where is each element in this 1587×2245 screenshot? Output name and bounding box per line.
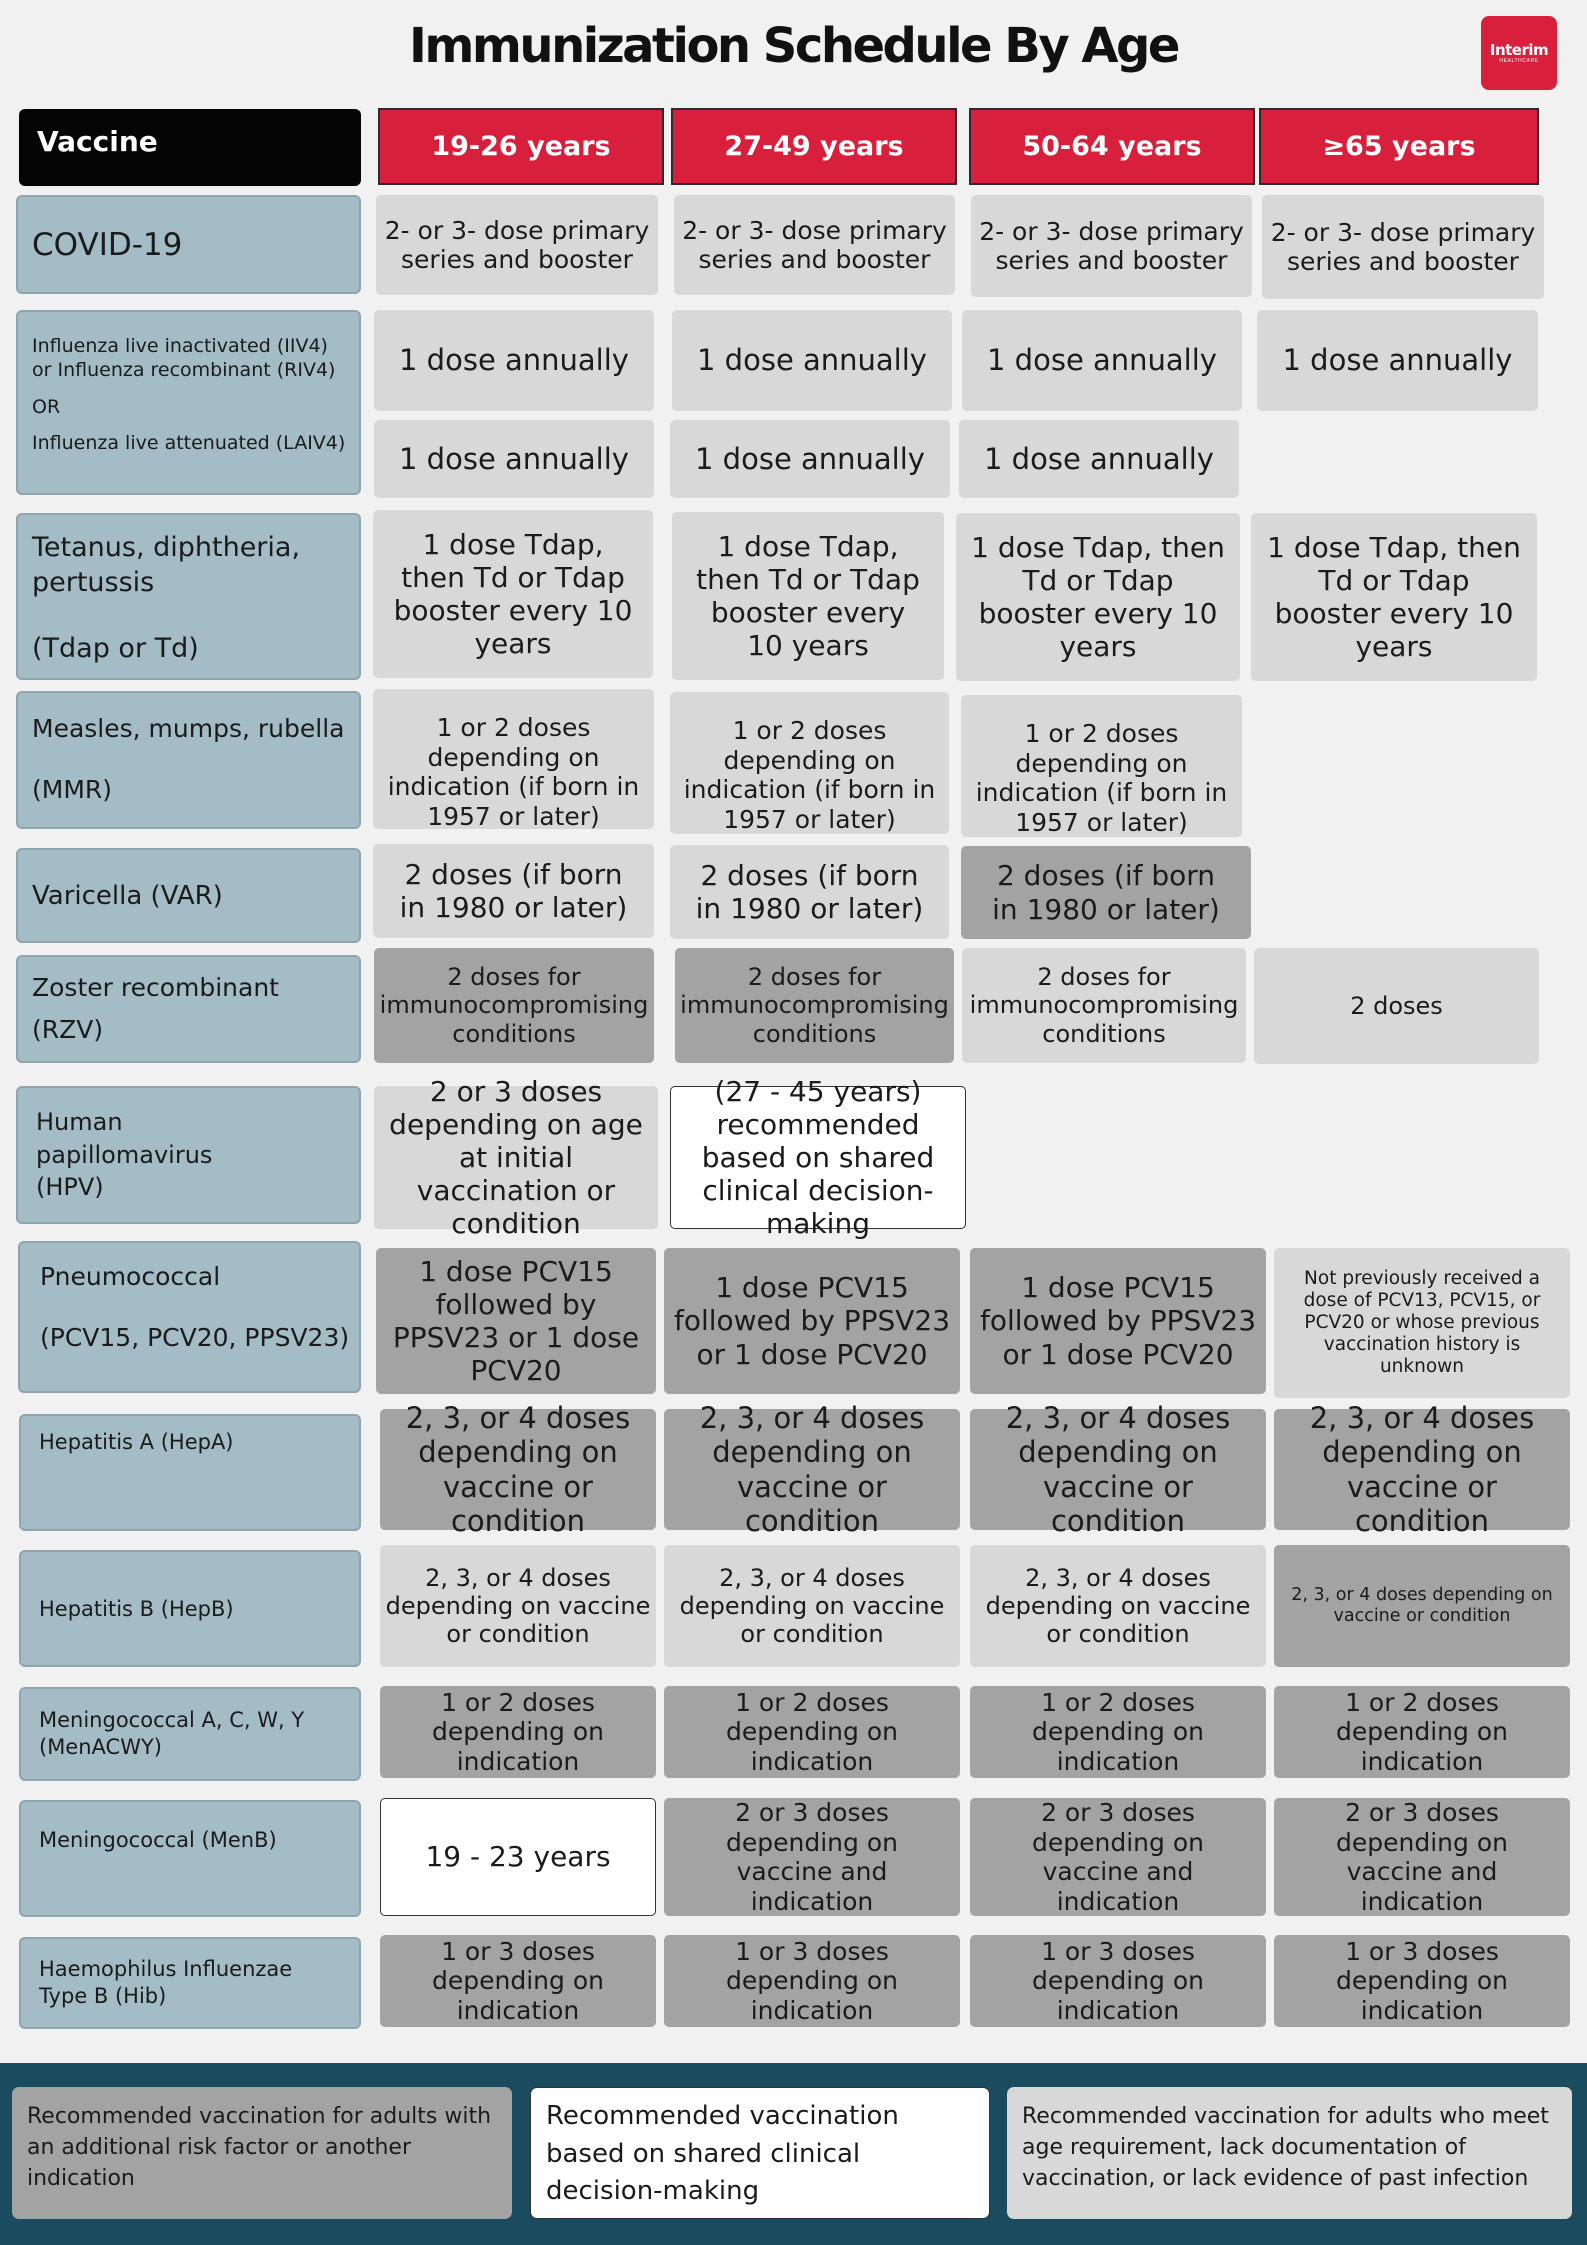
- cell-hepa-27-49: 2, 3, or 4 doses depending on vaccine or condition: [664, 1409, 960, 1530]
- vaccine-label-mmr: [16, 691, 361, 829]
- cell-tdap-65-plus: 1 dose Tdap, then Td or Tdap booster every 10 years: [1251, 513, 1537, 681]
- cell-hib-65-plus: 1 or 3 doses depending on indication: [1274, 1935, 1570, 2027]
- age-header-19-26: 19-26 years: [378, 108, 664, 185]
- cell-var-27-49: 2 doses (if born in 1980 or later): [670, 845, 949, 939]
- cell-covid-65-plus: 2- or 3- dose primary series and booster: [1262, 195, 1544, 299]
- cell-zoster-65-plus: 2 doses: [1254, 948, 1539, 1064]
- vaccine-label-varicella: Varicella (VAR): [16, 848, 361, 943]
- tdap-abbreviation: (Tdap or Td): [32, 633, 199, 665]
- cell-hib-19-26: 1 or 3 doses depending on indication: [380, 1935, 656, 2027]
- cell-flu-inactivated-19-26: 1 dose annually: [374, 310, 654, 411]
- cell-covid-27-49: 2- or 3- dose primary series and booster: [674, 195, 955, 295]
- cell-hepa-50-64: 2, 3, or 4 doses depending on vaccine or condition: [970, 1409, 1266, 1530]
- cell-hepa-65-plus: 2, 3, or 4 doses depending on vaccine or condition: [1274, 1409, 1570, 1530]
- page-title: Immunization Schedule By Age: [409, 18, 1178, 74]
- cell-covid-50-64: 2- or 3- dose primary series and booster: [971, 195, 1252, 297]
- influenza-inactivated-label: Influenza live inactivated (IIV4) or Influenza recombinant (RIV4): [32, 335, 336, 382]
- vaccine-label-menb: Meningococcal (MenB): [19, 1800, 361, 1917]
- cell-pneumo-19-26: 1 dose PCV15 followed by PPSV23 or 1 dose PCV20: [376, 1248, 656, 1394]
- vaccine-column-header: Vaccine: [19, 109, 361, 186]
- cell-menacwy-65-plus: 1 or 2 doses depending on indication: [1274, 1686, 1570, 1778]
- cell-menacwy-50-64: 1 or 2 doses depending on indication: [970, 1686, 1266, 1778]
- cell-hib-50-64: 1 or 3 doses depending on indication: [970, 1935, 1266, 2027]
- vaccine-label-hepb: Hepatitis B (HepB): [19, 1550, 361, 1667]
- legend-shared-decision: Recommended vaccination based on shared clinical decision-making: [530, 2087, 990, 2219]
- zoster-abbreviation: (RZV): [32, 1015, 104, 1044]
- cell-mmr-50-64: 1 or 2 doses depending on indication (if born in 1957 or later): [961, 695, 1242, 837]
- cell-flu-attenuated-27-49: 1 dose annually: [670, 420, 950, 498]
- logo-subtext: HEALTHCARE: [1499, 57, 1539, 64]
- cell-flu-attenuated-50-64: 1 dose annually: [959, 420, 1239, 498]
- cell-flu-inactivated-27-49: 1 dose annually: [672, 310, 952, 411]
- age-header-27-49: 27-49 years: [671, 108, 957, 185]
- interim-logo: [1481, 16, 1557, 90]
- cell-hpv-19-26: 2 or 3 doses depending on age at initial vaccination or condition: [374, 1086, 658, 1229]
- age-header-65-plus: ≥65 years: [1259, 108, 1539, 185]
- cell-mmr-27-49: 1 or 2 doses depending on indication (if born in 1957 or later): [670, 692, 949, 834]
- cell-pneumo-50-64: 1 dose PCV15 followed by PPSV23 or 1 dose PCV20: [970, 1248, 1266, 1394]
- zoster-name: Zoster recombinant: [32, 972, 279, 1002]
- cell-hpv-27-49: (27 - 45 years) recommended based on shared clinical decision-making: [670, 1086, 966, 1229]
- cell-var-19-26: 2 doses (if born in 1980 or later): [373, 844, 654, 938]
- cell-hepb-27-49: 2, 3, or 4 doses depending on vaccine or condition: [664, 1545, 960, 1667]
- logo-text: Interim: [1489, 40, 1549, 59]
- vaccine-label-hib: Haemophilus Influenzae Type B (Hib): [19, 1937, 361, 2029]
- cell-menacwy-19-26: 1 or 2 doses depending on indication: [380, 1686, 656, 1778]
- cell-menb-19-26: 19 - 23 years: [380, 1798, 656, 1916]
- tdap-name: Tetanus, diphtheria, pertussis: [32, 532, 301, 598]
- vaccine-label-pneumococcal: [18, 1241, 361, 1393]
- cell-tdap-27-49: 1 dose Tdap, then Td or Tdap booster every 10 years: [672, 512, 944, 680]
- cell-covid-19-26: 2- or 3- dose primary series and booster: [376, 195, 658, 295]
- age-header-50-64: 50-64 years: [969, 108, 1255, 185]
- cell-flu-inactivated-50-64: 1 dose annually: [962, 310, 1242, 411]
- vaccine-label-tdap: [16, 513, 361, 680]
- vaccine-label-covid: COVID-19: [16, 195, 361, 294]
- legend-age-requirement: Recommended vaccination for adults who meet age requirement, lack documentation of vaccination, or lack evidence of past infection: [1007, 2087, 1572, 2219]
- vaccine-label-zoster: [16, 955, 361, 1063]
- vaccine-label-hepa: Hepatitis A (HepA): [19, 1414, 361, 1531]
- cell-hepa-19-26: 2, 3, or 4 doses depending on vaccine or condition: [380, 1409, 656, 1530]
- cell-zoster-50-64: 2 doses for immunocompromising conditions: [962, 948, 1246, 1063]
- cell-var-50-64: 2 doses (if born in 1980 or later): [961, 846, 1251, 939]
- cell-pneumo-65-plus: Not previously received a dose of PCV13, PCV15, or PCV20 or whose previous vaccination history is unknown: [1274, 1248, 1570, 1398]
- legend-additional-risk: Recommended vaccination for adults with an additional risk factor or another indication: [12, 2087, 512, 2219]
- cell-tdap-50-64: 1 dose Tdap, then Td or Tdap booster every 10 years: [956, 513, 1240, 681]
- vaccine-label-hpv: Human papillomavirus (HPV): [16, 1086, 361, 1224]
- cell-hib-27-49: 1 or 3 doses depending on indication: [664, 1935, 960, 2027]
- cell-menacwy-27-49: 1 or 2 doses depending on indication: [664, 1686, 960, 1778]
- cell-pneumo-27-49: 1 dose PCV15 followed by PPSV23 or 1 dose PCV20: [664, 1248, 960, 1394]
- cell-flu-attenuated-19-26: 1 dose annually: [374, 420, 654, 498]
- mmr-name: Measles, mumps, rubella: [32, 714, 345, 743]
- cell-zoster-27-49: 2 doses for immunocompromising conditions: [675, 948, 954, 1063]
- cell-zoster-19-26: 2 doses for immunocompromising conditions: [374, 948, 654, 1063]
- pneumococcal-name: Pneumococcal: [40, 1262, 221, 1291]
- cell-hepb-50-64: 2, 3, or 4 doses depending on vaccine or condition: [970, 1545, 1266, 1667]
- cell-mmr-19-26: 1 or 2 doses depending on indication (if born in 1957 or later): [373, 689, 654, 829]
- cell-hepb-65-plus: 2, 3, or 4 doses depending on vaccine or condition: [1274, 1545, 1570, 1667]
- cell-flu-inactivated-65-plus: 1 dose annually: [1257, 310, 1538, 411]
- mmr-abbreviation: (MMR): [32, 774, 113, 804]
- influenza-or-label: OR: [32, 395, 61, 418]
- vaccine-label-menacwy: Meningococcal A, C, W, Y (MenACWY): [19, 1687, 361, 1781]
- pneumococcal-types: (PCV15, PCV20, PPSV23): [40, 1322, 350, 1352]
- cell-menb-27-49: 2 or 3 doses depending on vaccine and indication: [664, 1798, 960, 1916]
- cell-menb-65-plus: 2 or 3 doses depending on vaccine and indication: [1274, 1798, 1570, 1916]
- vaccine-label-influenza: [16, 310, 361, 495]
- cell-menb-50-64: 2 or 3 doses depending on vaccine and indication: [970, 1798, 1266, 1916]
- cell-hepb-19-26: 2, 3, or 4 doses depending on vaccine or condition: [380, 1545, 656, 1667]
- cell-tdap-19-26: 1 dose Tdap, then Td or Tdap booster every 10 years: [373, 510, 653, 678]
- influenza-attenuated-label: Influenza live attenuated (LAIV4): [32, 431, 346, 454]
